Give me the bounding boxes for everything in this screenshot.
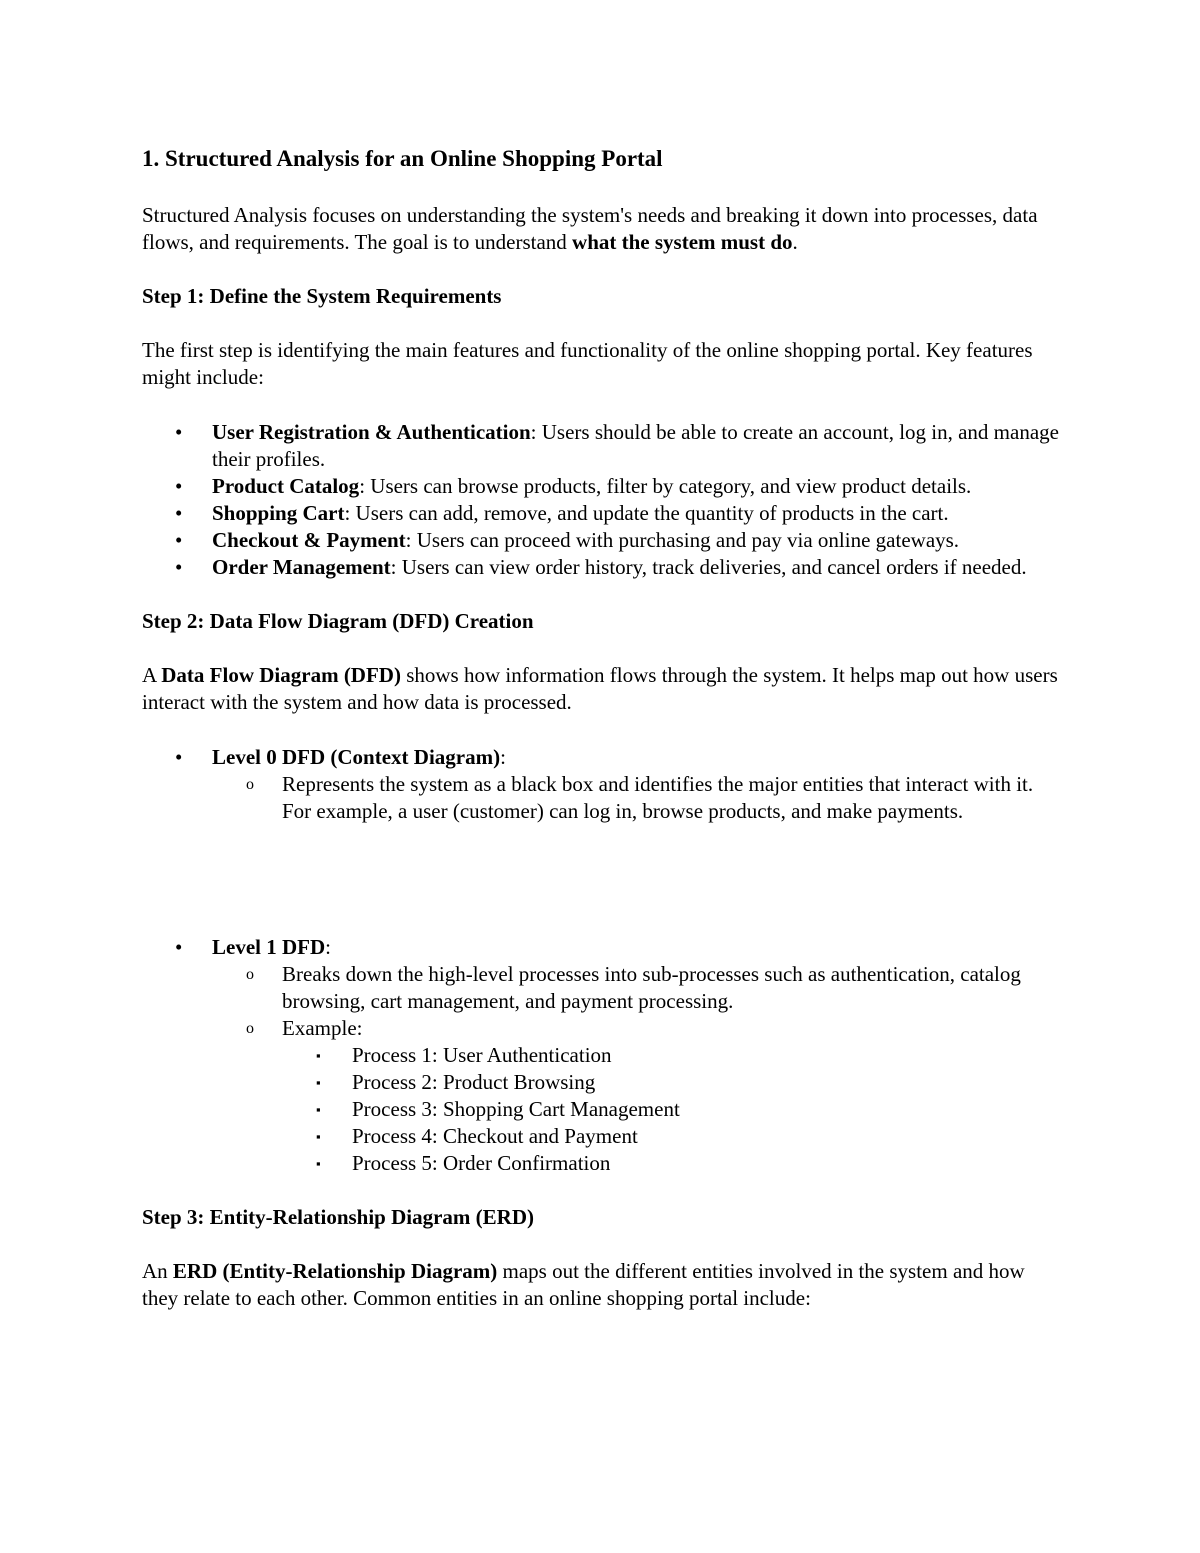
list-item: [282, 1096, 1062, 1123]
erd-text: An: [142, 1259, 173, 1283]
feature-desc: : Users should be able to create an account, log in, and manage their profiles.: [212, 420, 1059, 471]
intro-text: Structured Analysis focuses on understanding the system's needs and breaking it down into processes, data flows, and requirements. The goal is to understand: [142, 203, 1038, 254]
feature-name: Order Management: [212, 555, 391, 579]
level1-suffix: :: [325, 935, 331, 959]
document-page: [142, 140, 1062, 1312]
erd-bold: ERD (Entity-Relationship Diagram): [172, 1259, 498, 1283]
process-text: Process 1: User Authentication: [352, 1043, 612, 1067]
level1-name: Level 1 DFD: [212, 935, 326, 959]
dfd-level0-list: [142, 744, 1062, 825]
bullet-disc-icon: •: [175, 501, 183, 525]
step1-heading: Step 1: Define the System Requirements: [142, 284, 502, 308]
feature-desc: : Users can browse products, filter by category, and view product details.: [359, 474, 972, 498]
feature-name: User Registration & Authentication: [212, 420, 531, 444]
list-item: [142, 554, 1062, 581]
erd-text-end: maps out the different entities involved in the system and how they relate to each other. Common entities in an online shopping portal include:: [142, 1259, 1025, 1310]
step3-paragraph: [142, 1258, 1062, 1312]
feature-desc: : Users can view order history, track deliveries, and cancel orders if needed.: [390, 555, 1027, 579]
level1-example-label: Example:: [282, 1016, 363, 1040]
process-text: Process 4: Checkout and Payment: [352, 1124, 638, 1148]
list-item: [282, 1042, 1062, 1069]
list-item: [142, 419, 1062, 473]
dfd-level1-list: [142, 934, 1062, 1177]
level0-suffix: :: [500, 745, 506, 769]
list-item: [142, 934, 1062, 1177]
bullet-square-icon: ▪: [316, 1075, 321, 1090]
process-list: [282, 1042, 1062, 1177]
process-text: Process 3: Shopping Cart Management: [352, 1097, 680, 1121]
bullet-disc-icon: •: [175, 474, 183, 498]
level1-sublist: [212, 961, 1062, 1177]
process-text: Process 2: Product Browsing: [352, 1070, 596, 1094]
step2-paragraph: [142, 662, 1062, 716]
bullet-square-icon: ▪: [316, 1048, 321, 1063]
level0-sublist: [212, 771, 1062, 825]
list-item: [212, 771, 1062, 825]
list-item: [142, 744, 1062, 825]
feature-name: Checkout & Payment: [212, 528, 406, 552]
step2-heading: Step 2: Data Flow Diagram (DFD) Creation: [142, 609, 534, 633]
step1-paragraph: The first step is identifying the main features and functionality of the online shopping portal. Key features might include:: [142, 338, 1033, 389]
bullet-disc-icon: •: [175, 555, 183, 579]
feature-desc: : Users can proceed with purchasing and pay via online gateways.: [405, 528, 960, 552]
feature-desc: : Users can add, remove, and update the quantity of products in the cart.: [344, 501, 949, 525]
list-item: [212, 961, 1062, 1015]
level0-name: Level 0 DFD (Context Diagram): [212, 745, 501, 769]
list-item: [142, 500, 1062, 527]
bullet-square-icon: ▪: [316, 1156, 321, 1171]
bullet-square-icon: ▪: [316, 1129, 321, 1144]
document-title: 1. Structured Analysis for an Online Shopping Portal: [142, 146, 663, 171]
intro-bold: what the system must do: [572, 230, 793, 254]
bullet-square-icon: ▪: [316, 1102, 321, 1117]
bullet-disc-icon: •: [175, 528, 183, 552]
dfd-text-end: shows how information flows through the system. It helps map out how users interact with the system and how data is processed.: [142, 663, 1058, 714]
bullet-circle-icon: o: [246, 776, 254, 793]
feature-name: Product Catalog: [212, 474, 360, 498]
list-item: [282, 1069, 1062, 1096]
dfd-text: A: [142, 663, 162, 687]
list-item: [142, 527, 1062, 554]
level1-sub-text: Breaks down the high-level processes into sub-processes such as authentication, catalog browsing, cart management, and payment processing.: [282, 962, 1021, 1013]
bullet-circle-icon: o: [246, 1020, 254, 1037]
step3-heading: Step 3: Entity-Relationship Diagram (ERD): [142, 1205, 534, 1229]
feature-name: Shopping Cart: [212, 501, 345, 525]
list-item: [142, 473, 1062, 500]
bullet-disc-icon: •: [175, 420, 183, 444]
bullet-circle-icon: o: [246, 966, 254, 983]
process-text: Process 5: Order Confirmation: [352, 1151, 611, 1175]
list-item: [282, 1150, 1062, 1177]
intro-text-end: .: [792, 230, 798, 254]
bullet-disc-icon: •: [175, 745, 183, 769]
intro-paragraph: [142, 202, 1062, 256]
features-list: [142, 419, 1062, 581]
dfd-bold: Data Flow Diagram (DFD): [161, 663, 401, 687]
list-item: [212, 1015, 1062, 1177]
list-item: [282, 1123, 1062, 1150]
bullet-disc-icon: •: [175, 935, 183, 959]
level0-sub-text: Represents the system as a black box and identifies the major entities that interact with it. For example, a user (customer) can log in, browse products, and make payments.: [282, 772, 1034, 823]
